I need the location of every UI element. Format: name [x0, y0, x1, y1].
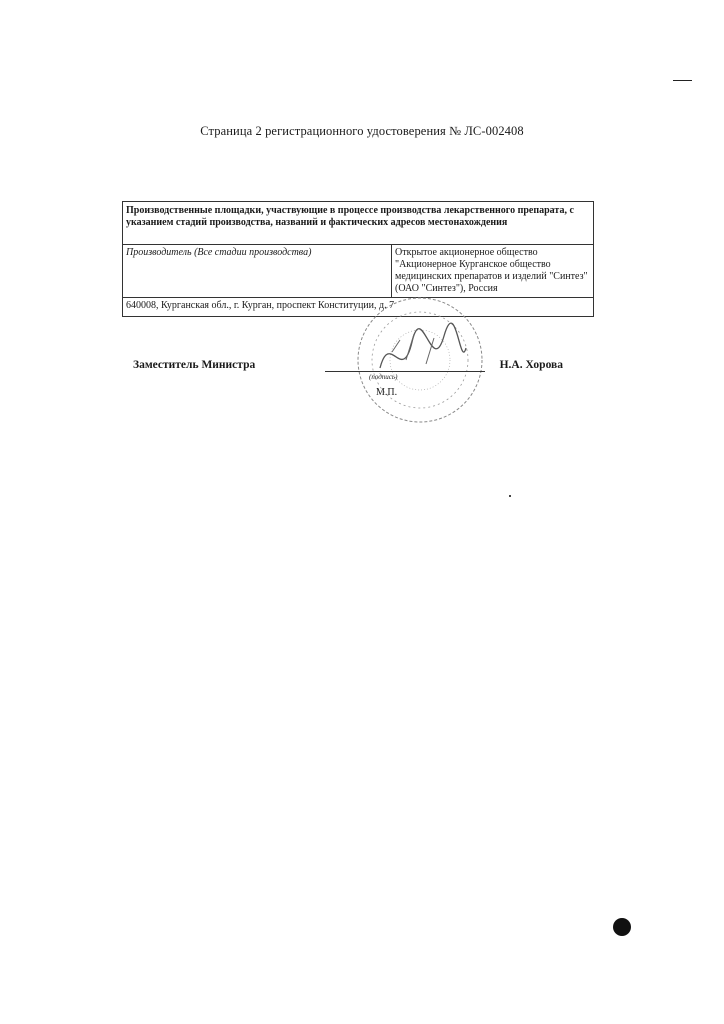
manufacturer-role-cell: Производитель (Все стадии производства)	[123, 245, 392, 298]
page-corner-dash	[673, 80, 692, 81]
scan-speck	[509, 495, 511, 497]
page-title: Страница 2 регистрационного удостоверения № ЛС-002408	[200, 124, 524, 138]
seal-place-mark: М.П.	[376, 387, 398, 398]
signature-block	[133, 359, 563, 409]
manufacturer-organization-cell: Открытое акционерное общество "Акционерное Курганское общество медицинских препаратов и изделий "Синтез" (ОАО "Синтез"), Россия	[392, 245, 594, 298]
signatory-name: Н.А. Хорова	[499, 359, 563, 371]
scan-dot-icon	[613, 918, 631, 936]
table-heading-cell: Производственные площадки, участвующие в процессе производства лекарственного препарата, с указанием стадий производства, названий и фактических адресов местонахождения	[123, 202, 594, 245]
table-heading-row	[123, 202, 594, 245]
signatory-title: Заместитель Министра	[133, 359, 256, 371]
manufacturer-address-cell: 640008, Курганская обл., г. Курган, проспект Конституции, д. 7	[123, 298, 594, 317]
signature-caption: (подпись)	[369, 373, 398, 381]
signature-line	[325, 371, 485, 372]
